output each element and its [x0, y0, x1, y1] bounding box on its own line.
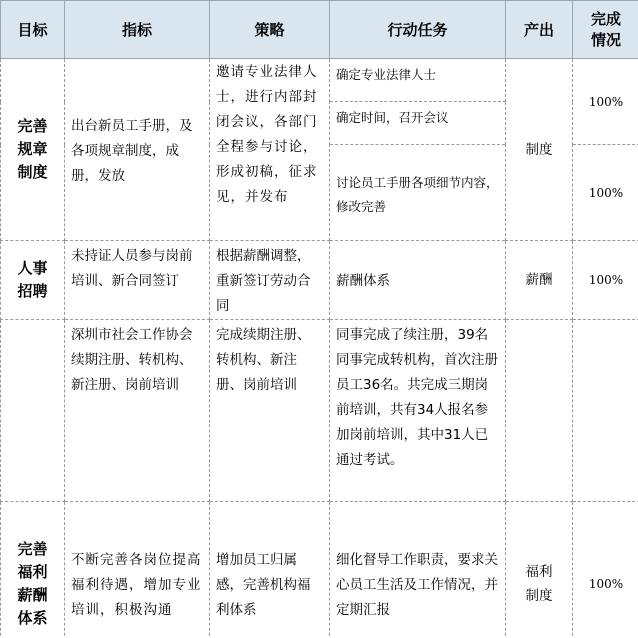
- completion-cell: 100%: [573, 502, 638, 638]
- strategy-cell: 完成续期注册、转机构、新注册、岗前培训: [210, 320, 330, 502]
- output-cell: 薪酬: [506, 241, 573, 320]
- task-cell: 讨论员工手册各项细节内容，修改完善: [330, 145, 506, 241]
- goal-cell: [1, 59, 65, 241]
- table-row: [1, 241, 638, 320]
- goal-text: 完善福利薪酬体系: [17, 539, 48, 627]
- task-cell: 确定时间，召开会议: [330, 102, 506, 145]
- task-cell: 细化督导工作职责，要求关心员工生活及工作情况，并定期汇报: [330, 502, 506, 638]
- goal-text: 完善规章制度: [17, 117, 48, 181]
- header-indicator: 指标: [65, 1, 210, 59]
- indicator-cell: 未持证人员参与岗前培训、新合同签订: [65, 241, 210, 320]
- indicator-cell: 不断完善各岗位提高福利待遇，增加专业培训，积极沟通: [65, 502, 210, 638]
- output-text: 福利制度: [525, 563, 553, 604]
- goal-text: 人事招聘: [17, 259, 48, 300]
- goal-cell: [1, 320, 65, 502]
- strategy-cell: 邀请专业法律人士，进行内部封闭会议，各部门全程参与讨论，形成初稿，征求见，并发布: [210, 59, 330, 241]
- table-row: [1, 502, 638, 638]
- header-completion-text: 完成情况: [590, 9, 621, 49]
- output-cell: [506, 502, 573, 638]
- output-cell: [506, 320, 573, 502]
- task-cell: 薪酬体系: [330, 241, 506, 320]
- strategy-cell: 根据薪酬调整，重新签订劳动合同: [210, 241, 330, 320]
- header-completion: [573, 1, 638, 59]
- completion-cell: 100%: [573, 241, 638, 320]
- indicator-cell: 出台新员工手册，及各项规章制度，成册，发放: [65, 59, 210, 241]
- header-goal: 目标: [1, 1, 65, 59]
- task-cell: 确定专业法律人士: [330, 59, 506, 102]
- header-action-task: 行动任务: [330, 1, 506, 59]
- completion-cell: 100%: [573, 145, 638, 241]
- indicator-cell: 深圳市社会工作协会续期注册、转机构、新注册、岗前培训: [65, 320, 210, 502]
- goal-cell: [1, 502, 65, 638]
- header-output: 产出: [506, 1, 573, 59]
- goal-cell: [1, 241, 65, 320]
- completion-cell: [573, 320, 638, 502]
- header-strategy: 策略: [210, 1, 330, 59]
- strategy-cell: 增加员工归属感，完善机构福利体系: [210, 502, 330, 638]
- table-row: [1, 320, 638, 502]
- completion-cell: 100%: [573, 59, 638, 145]
- table-row: [1, 59, 638, 102]
- header-row: [1, 1, 638, 59]
- output-cell: 制度: [506, 59, 573, 241]
- task-cell: 同事完成了续注册，39名同事完成转机构，首次注册员工36名。共完成三期岗前培训，共有34人报名参加岗前培训，其中31人已通过考试。: [330, 320, 506, 502]
